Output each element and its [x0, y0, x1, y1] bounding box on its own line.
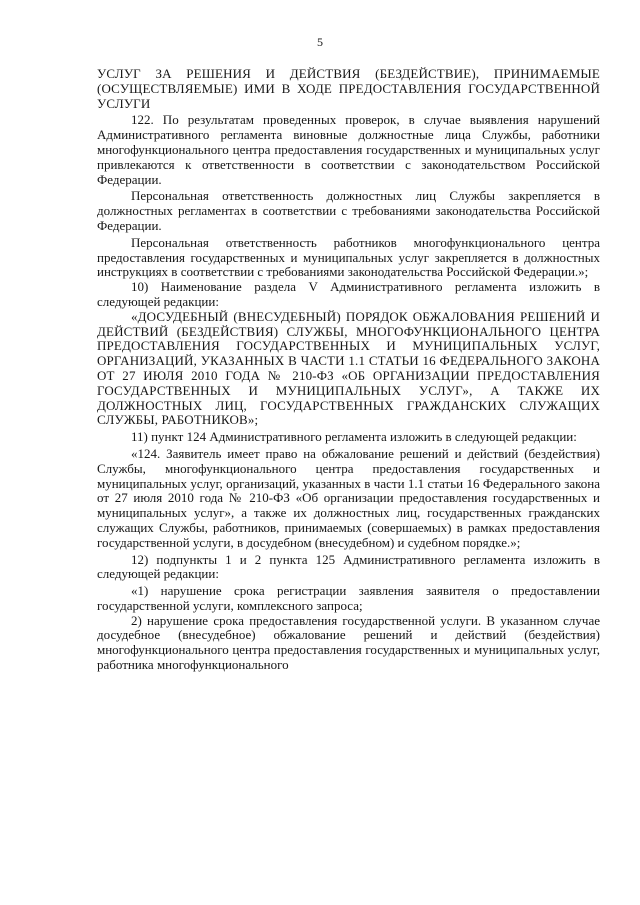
paragraph-amendment-10: 10) Наименование раздела V Административного регламента изложить в следующей редакции:: [97, 279, 600, 309]
paragraph-mfc-responsibility: Персональная ответственность работников многофункционального центра предоставления государственных и муниципальных услуг закрепляется в должностных инструкциях в соответствии с требованиями законодательства Российской Федерации.»;: [97, 234, 600, 280]
section-v-title: «ДОСУДЕБНЫЙ (ВНЕСУДЕБНЫЙ) ПОРЯДОК ОБЖАЛОВАНИЯ РЕШЕНИЙ И ДЕЙСТВИЙ (БЕЗДЕЙСТВИЯ) СЛУЖБЫ, МНОГОФУНКЦИОНАЛЬНОГО ЦЕНТРА ПРЕДОСТАВЛЕНИЯ ГОСУДАРСТВЕННЫХ И МУНИЦИПАЛЬНЫХ УСЛУГ, ОРГАНИЗАЦИЙ, УКАЗАННЫХ В ЧАСТИ 1.1 СТАТЬИ 16 ФЕДЕРАЛЬНОГО ЗАКОНА ОТ 27 ИЮЛЯ 2010 ГОДА № 210-ФЗ «ОБ ОРГАНИЗАЦИИ ПРЕДОСТАВЛЕНИЯ ГОСУДАРСТВЕННЫХ И МУНИЦИПАЛЬНЫХ УСЛУГ», А ТАКЖЕ ИХ ДОЛЖНОСТНЫХ ЛИЦ, ГОСУДАРСТВЕННЫХ ГРАЖДАНСКИХ СЛУЖАЩИХ СЛУЖБЫ, РАБОТНИКОВ»;: [97, 308, 600, 428]
section-heading-continuation: УСЛУГ ЗА РЕШЕНИЯ И ДЕЙСТВИЯ (БЕЗДЕЙСТВИЕ), ПРИНИМАЕМЫЕ (ОСУЩЕСТВЛЯЕМЫЕ) ИМИ В ХОДЕ ПРЕДОСТАВЛЕНИЯ ГОСУДАРСТВЕННОЙ УСЛУГИ: [97, 66, 600, 111]
paragraph-124: «124. Заявитель имеет право на обжалование решений и действий (бездействия) Службы, многофункционального центра предоставления государственных и муниципальных услуг, организаций, указанных в части 1.1 статьи 16 Федерального закона от 27 июля 2010 года № 210-ФЗ «Об организации предоставления государственных и муниципальных услуг», а также их должностных лиц, государственных гражданских служащих Службы, работников, принимаемых (совершаемых) в рамках предоставления государственной услуги, в досудебном (внесудебном) и судебном порядке.»;: [97, 445, 600, 550]
subparagraph-2: 2) нарушение срока предоставления государственной услуги. В указанном случае досудебное (внесудебное) обжалование решений и действий (бездействия) многофункционального центра предоставления государственных и муниципальных услуг, работника многофункционального: [97, 612, 600, 673]
subparagraph-1: «1) нарушение срока регистрации заявления заявителя о предоставлении государственной услуги, комплексного запроса;: [97, 583, 600, 613]
document-body: [97, 67, 600, 673]
paragraph-amendment-11: 11) пункт 124 Административного регламента изложить в следующей редакции:: [131, 429, 577, 445]
paragraph-officials-responsibility: Персональная ответственность должностных лиц Службы закрепляется в должностных регламентах в соответствии с требованиями законодательства Российской Федерации.: [97, 188, 600, 233]
paragraph-122: 122. По результатам проведенных проверок, в случае выявления нарушений Административного регламента виновные должностные лица Службы, работники многофункционального центра предоставления государственных и муниципальных услуг привлекаются к ответственности в соответствии с законодательством Российской Федерации.: [97, 112, 600, 187]
page-number: 5: [317, 35, 323, 49]
paragraph-amendment-12: 12) подпункты 1 и 2 пункта 125 Административного регламента изложить в следующей редакции:: [97, 551, 600, 582]
